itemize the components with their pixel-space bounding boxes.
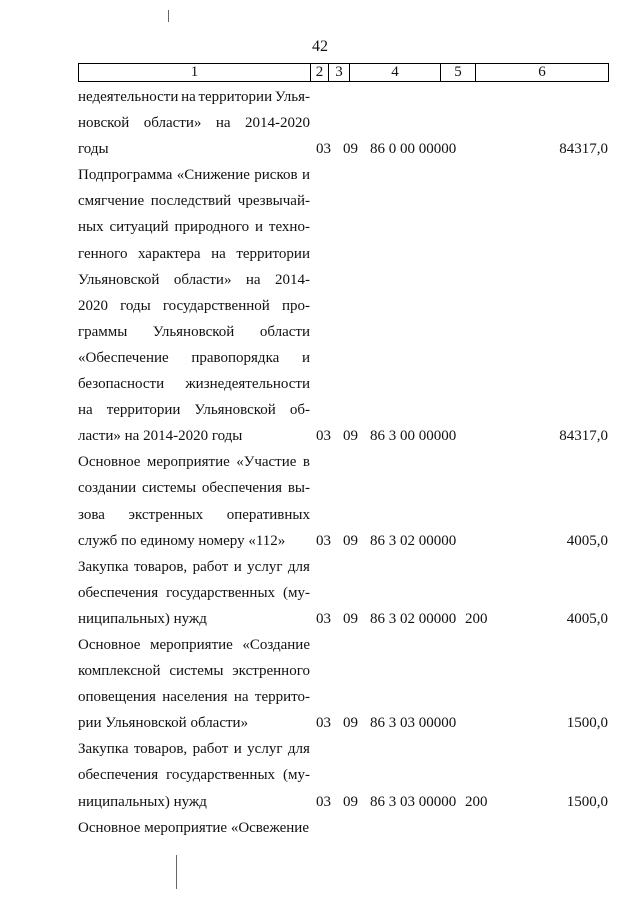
cell-sum: 84317,0	[559, 428, 608, 445]
cell-csr: 86 3 03 00000	[370, 715, 457, 732]
cell-csr: 86 3 02 00000	[370, 532, 457, 549]
row-text-line: зова экстренных оперативных	[78, 506, 310, 523]
scan-mark-bottom	[176, 855, 177, 889]
row-text-line: Основное мероприятие «Участие в	[78, 454, 310, 471]
table-column-header	[78, 63, 609, 82]
row-text-line: Подпрограмма «Снижение рисков и	[78, 167, 310, 184]
cell-sec: 03	[316, 141, 331, 158]
row-text-line: безопасности жизнедеятельности	[78, 376, 310, 393]
column-header-2: 2	[311, 64, 329, 81]
cell-sec: 03	[316, 793, 331, 810]
column-header-4: 4	[350, 64, 441, 81]
row-text-line: новской области» на 2014-2020	[78, 115, 310, 132]
row-text-line: обеспечения государственных (му-	[78, 767, 310, 784]
column-header-1: 1	[79, 64, 311, 81]
page-number: 42	[312, 38, 328, 55]
row-text-line: смягчение последствий чрезвычай-	[78, 193, 310, 210]
cell-sub: 09	[343, 141, 358, 158]
row-text-line: Основное мероприятие «Создание	[78, 636, 310, 653]
cell-sum: 1500,0	[566, 793, 608, 810]
row-text-line: на территории Ульяновской об-	[78, 402, 310, 419]
cell-sum: 4005,0	[566, 532, 608, 549]
scan-mark-top	[168, 10, 169, 22]
cell-sum: 84317,0	[559, 141, 608, 158]
row-text-line: годы	[78, 141, 109, 158]
cell-sec: 03	[316, 428, 331, 445]
row-text-line: служб по единому номеру «112»	[78, 532, 286, 549]
column-header-5: 5	[441, 64, 476, 81]
row-text-line: недеятельности на территории Улья-	[78, 89, 310, 105]
cell-csr: 86 0 00 00000	[370, 141, 457, 158]
row-text-line: Закупка товаров, работ и услуг для	[78, 741, 310, 758]
row-text-line: граммы Ульяновской области	[78, 323, 310, 340]
cell-sum: 1500,0	[566, 715, 608, 732]
table-body-text	[78, 84, 310, 841]
cell-sub: 09	[343, 611, 358, 627]
cell-vr: 200	[465, 611, 488, 627]
row-text-line: Основное мероприятие «Освежение	[78, 819, 309, 836]
row-text-line: ниципальных) нужд	[78, 610, 207, 627]
cell-csr: 86 3 02 00000	[370, 611, 457, 627]
cell-sub: 09	[343, 532, 358, 549]
row-text-line: ных ситуаций природного и техно-	[78, 219, 310, 236]
row-text-line: «Обеспечение правопорядка и	[78, 349, 310, 366]
cell-csr: 86 3 00 00000	[370, 428, 457, 445]
row-text-line: ласти» на 2014-2020 годы	[78, 428, 243, 445]
cell-sum: 4005,0	[566, 611, 608, 627]
row-text-line: обеспечения государственных (му-	[78, 584, 310, 601]
cell-vr: 200	[465, 793, 488, 810]
row-text-line: генного характера на территории	[78, 245, 310, 262]
row-text-line: ниципальных) нужд	[78, 793, 207, 810]
cell-sub: 09	[343, 793, 358, 810]
column-header-6: 6	[538, 64, 546, 80]
cell-csr: 86 3 03 00000	[370, 793, 457, 810]
column-header-3: 3	[329, 64, 350, 81]
cell-sec: 03	[316, 611, 331, 627]
cell-sec: 03	[316, 715, 331, 732]
cell-sec: 03	[316, 532, 331, 549]
row-text-line: оповещения населения на террито-	[78, 689, 310, 706]
row-text-line: Ульяновской области» на 2014-	[78, 271, 310, 288]
row-text-line: Закупка товаров, работ и услуг для	[78, 558, 310, 575]
row-text-line: 2020 годы государственной про-	[78, 297, 310, 314]
cell-sub: 09	[343, 715, 358, 732]
row-text-line: комплексной системы экстренного	[78, 663, 310, 680]
row-text-line: рии Ульяновской области»	[78, 715, 249, 732]
cell-sub: 09	[343, 428, 358, 445]
row-text-line: создании системы обеспечения вы-	[78, 480, 310, 497]
